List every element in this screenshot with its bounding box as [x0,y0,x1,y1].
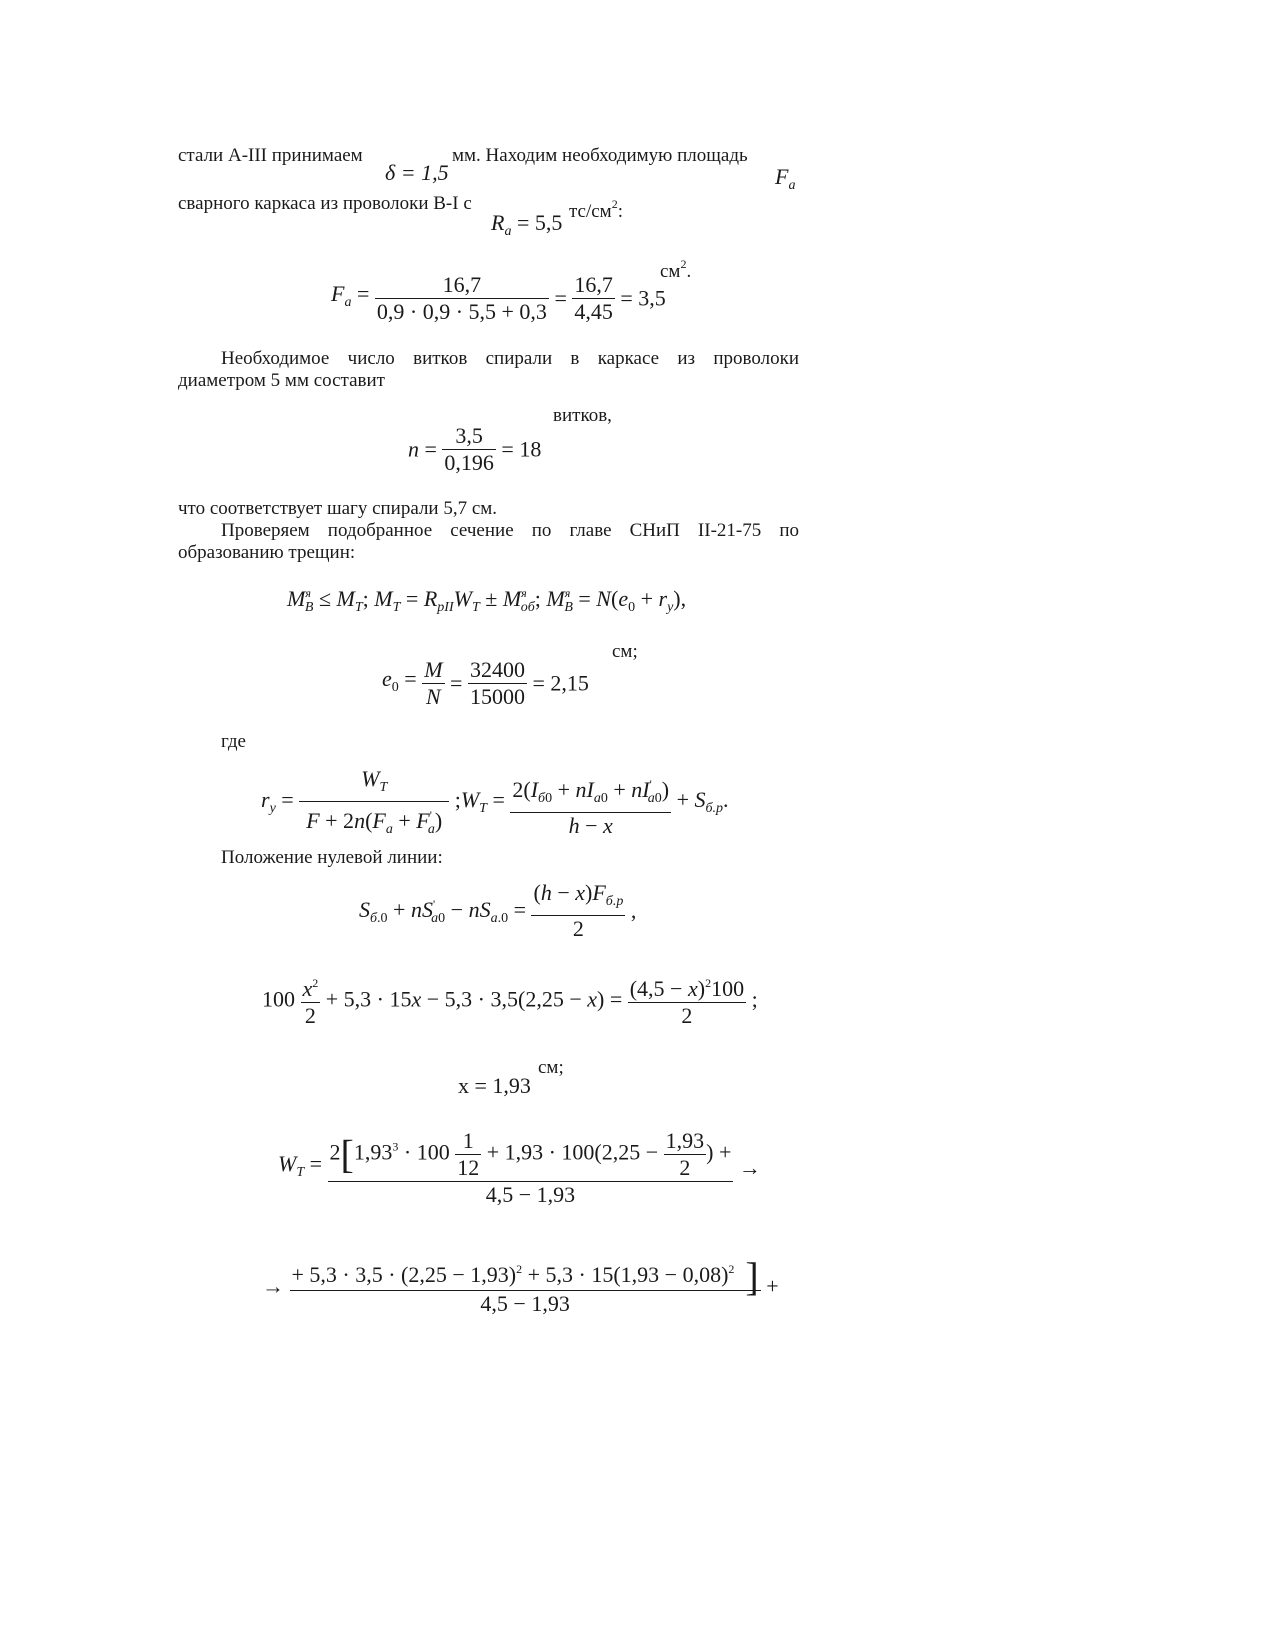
paragraph-2-unit: $тс/см^2$: [569,197,623,222]
formula-x-result: x = 1,93 [458,1073,531,1098]
paragraph-5-line2: образованию трещин: [178,542,356,563]
formula-fa-symbol: $F_a$ [775,164,796,193]
formula-wt-part2: → $\frac{+ 5,3 \cdot 3,5 \cdot (2,25 - 1,93)^2 + 5,3 \cdot 15(1,93 - 0,08)^2 ]}{4,5 - 1,93}$ + [262,1253,779,1316]
formula-ra: $R_a = 5,5$ [491,210,563,239]
formula-crack-condition: $M^я_B \le M_T$; $M_T = R_{pII}W_T \pm M^я_{oб}$; $M^я_B = N(e_0 + r_y)$, [287,586,687,615]
formula-delta: δ = 1,5 [385,160,449,185]
unit-vitkov: витков, [553,405,612,426]
paragraph-3-line1: Необходимое число витков спирали в каркасе из проволоки [221,348,799,369]
paragraph-4: что соответствует шагу спирали 5,7 см. [178,498,498,519]
paragraph-1-start: стали A-III принимаем [178,145,363,166]
unit-cm2: $см^2$. [660,257,692,282]
paragraph-5-line1: Проверяем подобранное сечение по главе СНиП II-21-75 по [221,520,799,541]
paragraph-2-start: сварного каркаса из проволоки B-I с [178,193,472,214]
paragraph-6: Положение нулевой линии: [221,847,443,868]
paragraph-1-end: мм. Находим необходимую площадь [452,145,748,166]
unit-cm-2: см; [538,1057,564,1078]
formula-e0: $e_0$ = $\frac{M}{N}$ = $\frac{32400}{15000}$ = 2,15 [382,657,589,709]
formula-zero-line: $S_{б.0} + nS'_{a0} - nS_{a.0}$ = $\frac{(h - x)F_{б.р}}{2}$ , [359,880,637,941]
unit-cm: см; [612,641,638,662]
formula-n: n = $\frac{3,5}{0,196}$ = 18 [408,423,542,475]
formula-fa: $F_a$ = $\frac{16,7}{0,9 \cdot 0,9 \cdot 5,5 + 0,3}$ = $\frac{16,7}{4,45}$ = 3,5 [331,272,666,324]
paragraph-3-line2: диаметром 5 мм составит [178,370,385,391]
text-gde: где [221,731,246,752]
formula-ry-wt: $r_y$ = $\frac{W_T}{F + 2n(F_a + F'_a)}$ $;W_T$ = $\frac{2(I_{б0} + nI_{a0} + nI'_{a0})}{h - x}$ + $S_{б.р}$. [261,766,729,843]
formula-x-equation: 100 $\frac{x^2}{2}$ + 5,3 · 15x − 5,3 · 3,5(2,25 − x) = $\frac{(4,5 - x)^2100}{2}$ ; [262,976,758,1028]
formula-wt-part1: $W_T$ = $2[1,93^3 \cdot 100$ $\frac{1}{12}$ + 1,93 · 100(2,25 − $\frac{1,93}{2}$ ) + 4,5 − 1,93 → [278,1128,761,1207]
